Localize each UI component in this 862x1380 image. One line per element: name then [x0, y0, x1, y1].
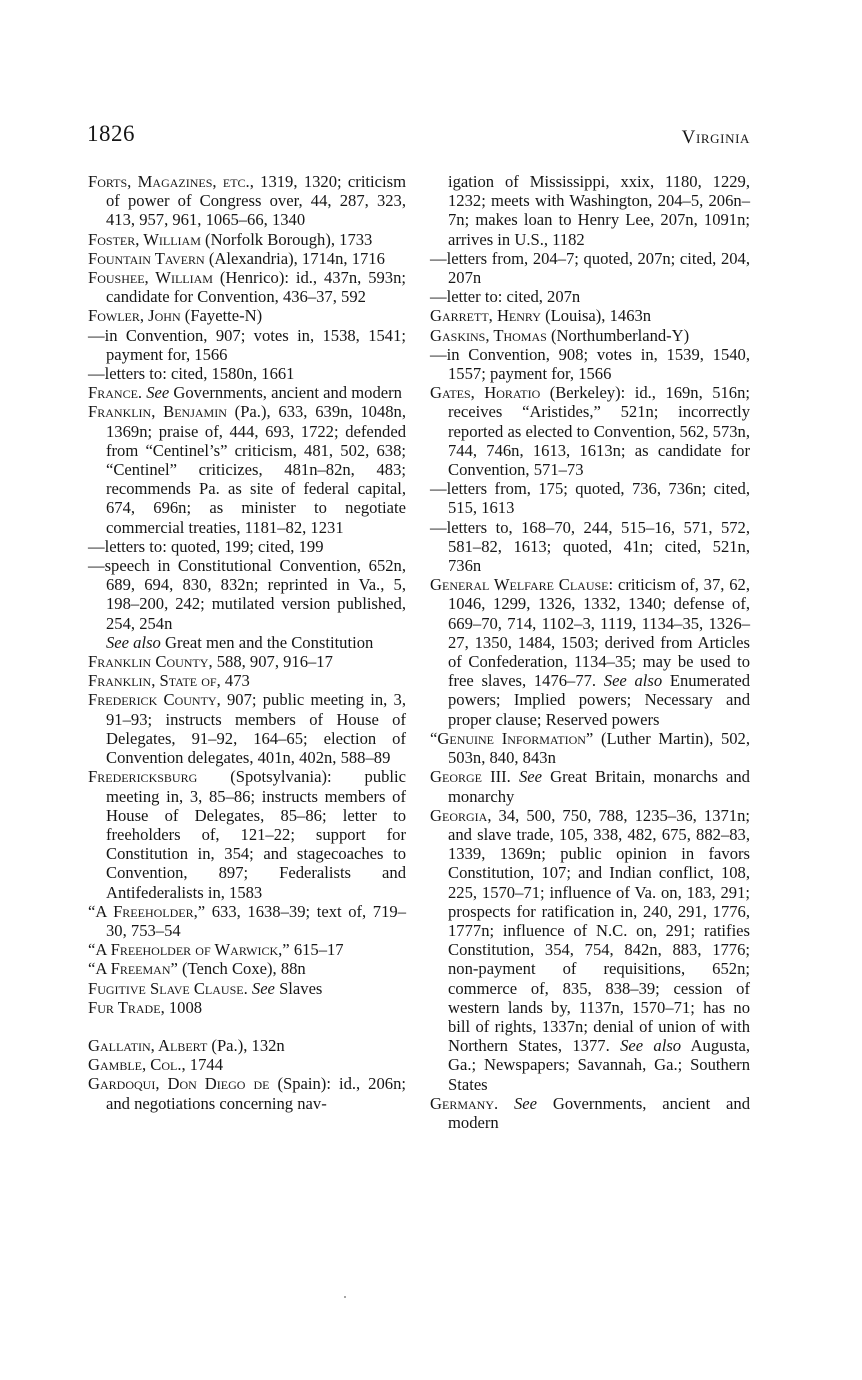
entry-heading: Fredericksburg: [88, 767, 198, 787]
see-reference: See also: [106, 632, 161, 652]
entry-heading: George III: [430, 767, 507, 787]
index-entry: [430, 306, 750, 325]
entry-heading: Forts, Magazines, etc.: [88, 172, 250, 191]
entry-text: (Alexandria), 1714n, 1716: [204, 248, 385, 268]
entry-text: , 473: [216, 671, 250, 691]
entry-text: .: [137, 383, 147, 403]
entry-heading: Franklin, State of: [88, 671, 217, 691]
page-number: 1826: [87, 121, 135, 146]
entry-text: .: [494, 1093, 514, 1113]
entry-text: (Louisa), 1463n: [540, 306, 652, 326]
entry-heading: Freeman: [110, 959, 171, 979]
entry-text: —letters to, 168–70, 244, 515–16, 571, 572, 581–82, 1613; quoted, 41n; cited, 521n, 736n: [430, 517, 750, 576]
index-entry: [430, 575, 750, 729]
index-entry: [88, 1036, 406, 1055]
entry-text: , 907; public meeting in, 3, 91–93; instructs members of House of Delegates, 91–92, 164–65; election of Convention delegates, 401n, 402n, 588–89: [106, 690, 406, 768]
index-entry: [430, 345, 750, 383]
index-entry: [430, 479, 750, 517]
entry-text: , 588, 907, 916–17: [208, 652, 333, 672]
entry-text: Augusta, Ga.; Newspapers; Savannah, Ga.; Southern States: [448, 1036, 750, 1094]
entry-text: Governments, ancient and modern: [448, 1093, 750, 1132]
index-entry: [88, 633, 406, 652]
see-reference: See: [146, 383, 170, 403]
entry-heading: Fugitive Slave Clause: [88, 978, 244, 998]
entry-heading: Franklin, Benjamin: [88, 402, 227, 422]
entry-text: (Norfolk Borough), 1733: [200, 229, 373, 249]
running-head: Virginia: [681, 127, 750, 148]
entry-heading: Gaskins, Thomas: [430, 325, 547, 345]
index-entry: [430, 518, 750, 576]
index-entry: [430, 729, 750, 767]
entry-text: (Spotsylvania): public meeting in, 3, 85–86; instructs members of House of Delegates, 85–86; letter to freeholders of, 121–22; support for Constitution in, 354; and stagecoaches to Convention, 897; Federalists and Antifederalists in, 1583: [106, 767, 406, 902]
entry-text: (Spain): id., 206n; and negotiations concerning nav-: [106, 1074, 406, 1113]
entry-text: —speech in Constitutional Convention, 652n, 689, 694, 830, 832n; reprinted in Va., 5, 198–200, 242; mutilated version published, 254, 254n: [88, 556, 406, 633]
entry-heading: Gates, Horatio: [430, 383, 541, 403]
index-entry: [88, 959, 406, 978]
index-entry: [88, 998, 406, 1017]
entry-text: ,” 633, 1638–39; text of, 719–30, 753–54: [106, 901, 406, 940]
entry-text: “A: [88, 901, 114, 921]
index-entry: [88, 652, 406, 671]
entry-text: , 1744: [181, 1055, 223, 1075]
entry-text: ” (Luther Martin), 502, 503n, 840, 843n: [448, 728, 750, 768]
index-entry: [430, 287, 750, 306]
entry-text: (Northumberland-Y): [546, 325, 690, 345]
entry-heading: Franklin County: [88, 652, 209, 672]
index-entry: [430, 806, 750, 1094]
index-entry: [88, 268, 406, 306]
index-entry: [88, 326, 406, 364]
entry-text: ,” 615–17: [278, 940, 344, 960]
speck-mark: [344, 1296, 346, 1298]
index-entry: [88, 690, 406, 767]
entry-heading: Gamble, Col.: [88, 1055, 182, 1075]
index-entry: [88, 402, 406, 536]
entry-text: , 1319, 1320; criticism of power of Congress over, 44, 287, 323, 413, 957, 961, 1065–66, 1340: [106, 172, 406, 230]
see-reference: See: [518, 767, 542, 787]
index-entry: [88, 767, 406, 901]
entry-text: .: [506, 767, 519, 787]
index-entry: [430, 767, 750, 805]
index-entry: [88, 671, 406, 690]
entry-heading: Fountain Tavern: [88, 248, 205, 268]
see-reference: See: [251, 978, 275, 998]
entry-heading: Fowler, John: [88, 306, 181, 326]
entry-text: ” (Tench Coxe), 88n: [170, 959, 306, 979]
index-entry: [88, 230, 406, 249]
entry-text: .: [243, 978, 252, 998]
index-entry: [88, 172, 406, 230]
entry-text: Governments, ancient and modern: [169, 383, 402, 403]
entry-text: Great Britain, monarchs and monarchy: [448, 767, 750, 806]
see-reference: See also: [603, 671, 663, 691]
index-entry: [430, 172, 750, 249]
entry-heading: Genuine Information: [437, 728, 586, 748]
index-entry: [430, 383, 750, 479]
entry-text: , 34, 500, 750, 788, 1235–36, 1371n; and slave trade, 105, 338, 482, 675, 882–83, 1339, 1369n; public opinion in favors Constitution, 107; and Indian conflict, 108, 225, 1570–71; influence of Va. on, 183, 291; prospects for ratification in, 240, 291, 1776, 1777n; influence of N.C. on, 291; ratifies Constitution, 354, 754, 842n, 883, 1776; non-payment of requisitions, 652n; commerce of, 835, 838–39; cession of western lands by, 1137n, 1570–71; has no bill of rights, 1337n; denial of union of with Northern States, 1377.: [448, 805, 750, 1056]
entry-text: —letter to: cited, 207n: [430, 287, 581, 307]
entry-text: (Fayette-N): [180, 306, 263, 326]
see-reference: See: [514, 1093, 538, 1113]
index-entry: [88, 940, 406, 959]
entry-text: (Pa.), 132n: [207, 1035, 285, 1055]
entry-heading: Frederick County: [88, 690, 217, 710]
entry-text: Great men and the Constitution: [160, 632, 374, 652]
letter-section-gap: [88, 1017, 406, 1036]
entry-text: “: [430, 728, 438, 748]
entry-heading: General Welfare Clause: [430, 575, 609, 595]
index-entry: [88, 383, 406, 402]
index-entry: [88, 364, 406, 383]
see-reference: See also: [620, 1036, 682, 1056]
entry-heading: Freeholder: [113, 901, 194, 921]
entry-text: “A: [88, 959, 111, 979]
index-entry: [88, 979, 406, 998]
right-column: [430, 172, 750, 1132]
entry-text: —letters to: quoted, 199; cited, 199: [88, 536, 324, 556]
index-entry: [88, 1055, 406, 1074]
entry-text: —in Convention, 908; votes in, 1539, 1540, 1557; payment for, 1566: [430, 344, 750, 384]
entry-text: —in Convention, 907; votes in, 1538, 1541; payment for, 1566: [88, 325, 406, 364]
entry-text: “A: [88, 940, 111, 960]
index-entry: [430, 1094, 750, 1132]
entry-heading: Georgia: [430, 805, 488, 825]
entry-text: , 1008: [160, 997, 203, 1017]
entry-text: (Berkeley): id., 169n, 516n; receives “Aristides,” 521n; incorrectly reported as elected to Convention, 562, 573n, 744, 746n, 1613, 1613n; as candidate for Convention, 571–73: [448, 383, 750, 480]
entry-heading: Freeholder of Warwick: [110, 940, 279, 960]
left-column: [88, 172, 406, 1113]
entry-text: (Pa.), 633, 639n, 1048n, 1369n; praise of, 444, 693, 1722; defended from “Centinel’s” criticism, 481, 502, 638; “Centinel” criticizes, 481n–82n, 483; recommends Pa. as site of federal capital, 674, 696n; as minister to negotiate commercial treaties, 1181–82, 1231: [106, 402, 406, 537]
entry-text: —letters to: cited, 1580n, 1661: [88, 364, 295, 384]
index-entry: [430, 249, 750, 287]
index-entry: [88, 902, 406, 940]
entry-text: Enumerated powers; Implied powers; Necessary and proper clause; Reserved powers: [448, 671, 750, 729]
index-entry: [88, 556, 406, 633]
index-entry: [88, 249, 406, 268]
entry-text: igation of Mississippi, xxix, 1180, 1229, 1232; meets with Washington, 204–5, 206n–7n; makes loan to Henry Lee, 207n, 1091n; arrives in U.S., 1182: [448, 172, 750, 249]
index-entry: [430, 326, 750, 345]
entry-text: —letters from, 204–7; quoted, 207n; cited, 204, 207n: [430, 248, 750, 288]
entry-heading: Gardoqui, Don Diego de: [88, 1074, 270, 1094]
index-entry: [88, 1074, 406, 1112]
entry-heading: Gallatin, Albert: [88, 1035, 208, 1055]
index-entry: [88, 537, 406, 556]
entry-heading: Foushee, William: [88, 268, 213, 288]
entry-text: (Henrico): id., 437n, 593n; candidate for Convention, 436–37, 592: [106, 268, 406, 307]
entry-heading: Germany: [430, 1093, 494, 1113]
entry-text: Slaves: [274, 978, 323, 998]
entry-heading: Garrett, Henry: [430, 306, 541, 326]
entry-text: —letters from, 175; quoted, 736, 736n; cited, 515, 1613: [430, 479, 750, 518]
index-entry: [88, 306, 406, 325]
entry-heading: France: [88, 383, 138, 403]
entry-heading: Foster, William: [88, 229, 201, 249]
entry-heading: Fur Trade: [88, 997, 161, 1017]
entry-text: : criticism of, 37, 62, 1046, 1299, 1326, 1332, 1340; defense of, 669–70, 714, 1102–3, 1119, 1134–35, 1326–27, 1350, 1484, 1503; derived from Articles of Confederation, 1134–35; may be used to free slaves, 1476–77.: [448, 575, 750, 691]
